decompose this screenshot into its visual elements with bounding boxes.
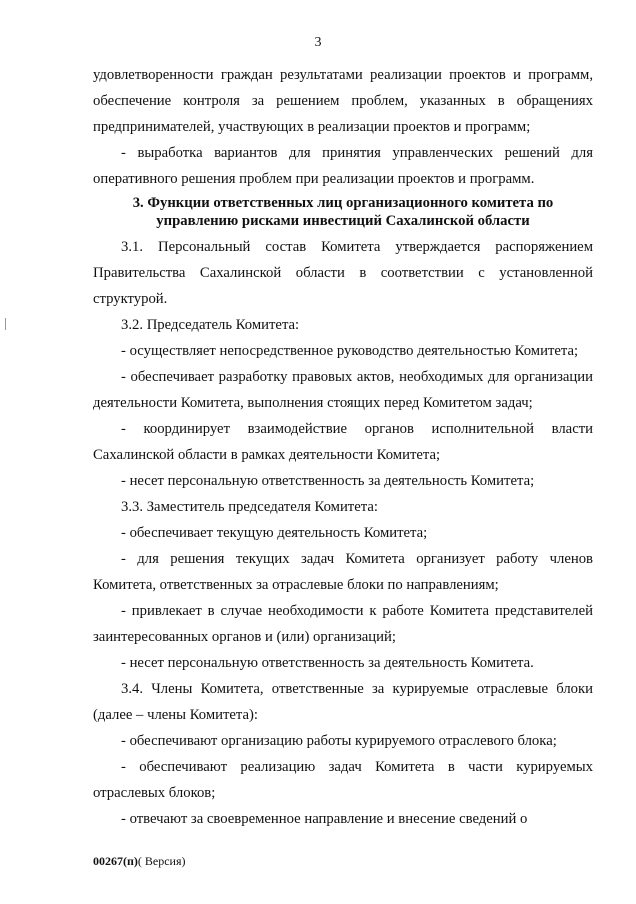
clause-3-2-item-3: - координирует взаимодействие органов исполнительной власти Сахалинской области в рамках деятельности Комитета;	[93, 421, 593, 463]
clause-3-4-item-1: - обеспечивают организацию работы курируемого отраслевого блока;	[121, 733, 557, 749]
page-number: 3	[314, 35, 322, 50]
document-body	[93, 62, 593, 832]
clause-3-3-item-4: - несет персональную ответственность за деятельность Комитета.	[121, 655, 534, 671]
clause-3-4: 3.4. Члены Комитета, ответственные за курируемые отраслевые блоки (далее – члены Комитета):	[93, 681, 593, 723]
paragraph-2: - выработка вариантов для принятия управленческих решений для оперативного решения проблем при реализации проектов и программ.	[93, 145, 593, 187]
clause-3-3-item-2: - для решения текущих задач Комитета организует работу членов Комитета, ответственных за отраслевые блоки по направлениям;	[93, 551, 593, 593]
clause-3-4-item-3: - отвечают за своевременное направление и внесение сведений о	[121, 811, 528, 827]
clause-3-3: 3.3. Заместитель председателя Комитета:	[121, 499, 378, 515]
clause-3-4-item-2: - обеспечивают реализацию задач Комитета в части курируемых отраслевых блоков;	[93, 759, 593, 801]
clause-3-1: 3.1. Персональный состав Комитета утверждается распоряжением Правительства Сахалинской области в соответствии с установленной структурой.	[93, 239, 593, 307]
clause-3-3-item-1: - обеспечивает текущую деятельность Комитета;	[121, 525, 428, 541]
document-footer	[93, 854, 186, 869]
document-code: 00267(п)	[93, 854, 138, 868]
document-version: ( Версия)	[137, 854, 186, 868]
paragraph-1: удовлетворенности граждан результатами реализации проектов и программ, обеспечение контроля за решением проблем, указанных в обращениях предпринимателей, участвующих в реализации проектов и программ;	[93, 67, 593, 135]
clause-3-2-item-4: - несет персональную ответственность за деятельность Комитета;	[121, 473, 535, 489]
clause-3-3-item-3: - привлекает в случае необходимости к работе Комитета представителей заинтересованных органов и (или) организаций;	[93, 603, 593, 645]
clause-3-2-item-1: - осуществляет непосредственное руководство деятельностью Комитета;	[121, 343, 579, 359]
clause-3-2: 3.2. Председатель Комитета:	[121, 317, 300, 333]
clause-3-2-item-2: - обеспечивает разработку правовых актов, необходимых для организации деятельности Комитета, выполнения стоящих перед Комитетом задач;	[93, 369, 593, 411]
section-title: 3. Функции ответственных лиц организационного комитета по управлению рисками инвестиций Сахалинской области	[132, 195, 554, 229]
scan-margin-mark	[5, 318, 6, 330]
